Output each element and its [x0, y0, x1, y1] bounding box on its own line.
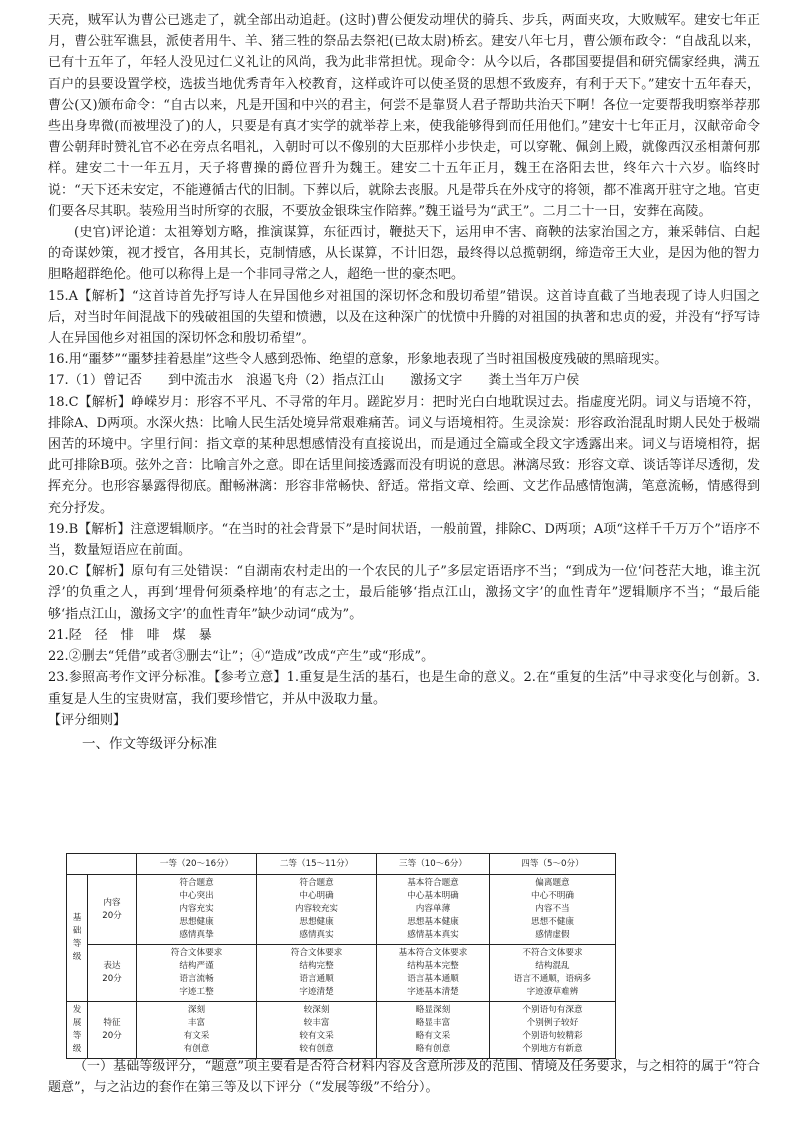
table-cell: 略显深刻 略显丰富 略有文采 略有创意: [377, 1002, 490, 1059]
table-cell: 基本符合文体要求 结构基本完整 语言基本通顺 字迹基本清楚: [377, 945, 490, 1002]
table-cell: 符合文体要求 结构完整 语言通顺 字迹清楚: [257, 945, 377, 1002]
historian-comment: (史官)评论道：太祖筹划方略，推演谋算，东征西讨，鞭挞天下，运用申不害、商鞅的法家治国之方，兼采韩信、白起的奇谋妙策，视才授官，各用其长，克制情感，从长谋算，不计旧怨，最终得以总揽朝纲，缔造帝王大业，是因为他的智力胆略超群绝伦。他可以称得上是一个非同寻常之人，超绝一世的豪杰吧。: [48, 225, 760, 283]
table-cell: 偏离题意 中心不明确 内容不当 思想不健康 感情虚假: [489, 875, 615, 945]
answer-23: 23.参照高考作文评分标准。【参考立意】1.重复是生活的基石，也是生命的意义。2.在“重复的生活”中寻求变化与创新。3.重复是人生的宝贵财富，我们要珍惜它，并从中汲取力量。: [48, 670, 760, 707]
essay-grading-subheading: 一、作文等级评分标准: [82, 735, 217, 752]
group-development-label: 发 展 等 级: [67, 1002, 88, 1059]
scoring-rules-heading: 【评分细则】: [48, 712, 127, 728]
table-cell: 深刻 丰富 有文采 有创意: [137, 1002, 257, 1059]
header-grade-1: 一等（20～16分）: [137, 854, 257, 875]
table-cell: 符合题意 中心明确 内容较充实 思想健康 感情真实: [257, 875, 377, 945]
row-label-feature: 特征 20分: [88, 1002, 137, 1059]
table-header-row: [67, 854, 616, 875]
header-grade-2: 二等（15～11分）: [257, 854, 377, 875]
table-cell: 符合文体要求 结构严谨 语言流畅 字迹工整: [137, 945, 257, 1002]
footer-paragraph: （一）基础等级评分，“题意”项主要看是否符合材料内容及含意所涉及的范围、情境及任务要求，与之相符的属于“符合题意”，与之沾边的套作在第三等及以下评分（“发展等级”不给分）。: [48, 1059, 760, 1096]
answer-22: 22.②删去“凭借”或者③删去“让”；④“造成”改成“产生”或“形成”。: [48, 649, 435, 665]
answer-17: 17.（1）曾记否 到中流击水 浪遏飞舟（2）指点江山 激扬文字 粪土当年万户侯: [48, 373, 580, 389]
row-label-content: 内容 20分: [88, 875, 137, 945]
answer-16: 16.用“噩梦”“噩梦挂着悬崖”这些令人感到恐怖、绝望的意象，形象地表现了当时祖国极度残破的黑暗现实。: [48, 352, 668, 368]
translation-paragraph: 天亮，贼军认为曹公已逃走了，就全部出动追赶。(这时)曹公便发动埋伏的骑兵、步兵，两面夹攻，大败贼军。建安七年正月，曹公驻军谯县，派使者用牛、羊、猪三牲的祭品去祭祀(已故太尉)桥玄。建安八年七月，曹公颁布政令：“自战乱以来，已有十五年了，年轻人没见过仁义礼让的风尚，我为此非常担忧。现命令：从今以后，各郡国要提倡和研究儒家经典，满五百户的县要设置学校，选拔当地优秀青年入校教育，这样或许可以使圣贤的思想不致废弃，有利于天下。”建安十五年春天，曹公(又)颁布命令：“自古以来，凡是开国和中兴的君主，何尝不是靠贤人君子帮助共治天下啊！各位一定要帮我明察举荐那些出身卑微(而被埋没了)的人，只要是有真才实学的就举荐上来，使我能够得到而任用他们。”建安十七年正月，汉献帝命令曹公朝拜时赞礼官不必在旁点名唱礼，入朝时可以不像别的大臣那样小步快走，可以穿靴、佩剑上殿，就像西汉丞相萧何那样。建安二十一年五月，天子将曹操的爵位晋升为魏王。建安二十五年正月，魏王在洛阳去世，终年六十六岁。临终时说：“天下还未安定，不能遵循古代的旧制。下葬以后，就除去丧服。凡是带兵在外戍守的将领，都不准离开驻守之地。官吏们要各尽其职。装殓用当时所穿的衣服，不要放金银珠宝作陪葬。”魏王谥号为“武王”。二月二十一日，安葬在高陵。: [48, 13, 760, 219]
table-cell: 符合题意 中心突出 内容充实 思想健康 感情真挚: [137, 875, 257, 945]
answer-15: 15.A【解析】“这首诗首先抒写诗人在异国他乡对祖国的深切怀念和殷切希望”错误。这首诗直截了当地表现了诗人归国之后，对当时年间混战下的残破祖国的失望和愤懑，以及在这种深广的忧愤中升腾的对祖国的执著和忠贞的爱，并没有“抒写诗人在异国他乡对祖国的深切怀念和殷切希望”。: [48, 288, 760, 347]
answer-19: 19.B【解析】注意逻辑顺序。“在当时的社会背景下”是时间状语，一般前置，排除C、D两项；A项“这样千千万万个”语序不当，数量短语应在前面。: [48, 521, 760, 559]
row-label-expression: 表达 20分: [88, 945, 137, 1002]
table-corner: [67, 854, 137, 875]
answer-document: [48, 10, 760, 760]
group-basic-label: 基 础 等 级: [67, 875, 88, 1002]
answer-20: 20.C【解析】原句有三处错误：“自湖南农村走出的一个农民的儿子”多层定语语序不当；“到成为一位‘问苍茫大地，谁主沉浮’的负重之人，再到‘埋骨何须桑梓地’的有志之士，最后能够‘指点江山，激扬文字’的血性青年”逻辑顺序不当；“最后能够‘指点江山，激扬文字’的血性青年”缺少动词“成为”。: [48, 564, 760, 622]
table-row: [67, 1002, 616, 1059]
table-cell: 不符合文体要求 结构混乱 语言不通顺，语病多 字迹潦草难辨: [489, 945, 615, 1002]
table-row: [67, 945, 616, 1002]
footer-note: [48, 1056, 760, 1098]
header-grade-3: 三等（10～6分）: [377, 854, 490, 875]
header-grade-4: 四等（5～0分）: [489, 854, 615, 875]
essay-grading-table: [66, 853, 616, 1059]
table-row: [67, 875, 616, 945]
table-cell: 个别语句有深意 个别例子较好 个别语句较精彩 个别地方有新意: [489, 1002, 615, 1059]
answer-21: 21.陉 径 悱 啡 煤 暴: [48, 627, 212, 643]
table-cell: 基本符合题意 中心基本明确 内容单薄 思想基本健康 感情基本真实: [377, 875, 490, 945]
answer-18: 18.C【解析】峥嵘岁月：形容不平凡、不寻常的年月。蹉跎岁月：把时光白白地耽误过去。指虚度光阴。词义与语境不符，排除A、D两项。水深火热：比喻人民生活处境异常艰难痛苦。词义与语境相符。生灵涂炭：形容政治混乱时期人民处于极端困苦的环境中。字里行间：指文章的某种思想感情没有直接说出，而是通过全篇或全段文字透露出来。词义与语境相符，据此可排除B项。弦外之音：比喻言外之意。即在话里间接透露而没有明说的意思。淋漓尽致：形容文章、谈话等详尽透彻，发挥充分。也形容暴露得彻底。酣畅淋漓：形容非常畅快、舒适。常指文章、绘画、文艺作品感情饱满，笔意流畅，情感得到充分抒发。: [48, 394, 760, 516]
table-cell: 较深刻 较丰富 较有文采 较有创意: [257, 1002, 377, 1059]
